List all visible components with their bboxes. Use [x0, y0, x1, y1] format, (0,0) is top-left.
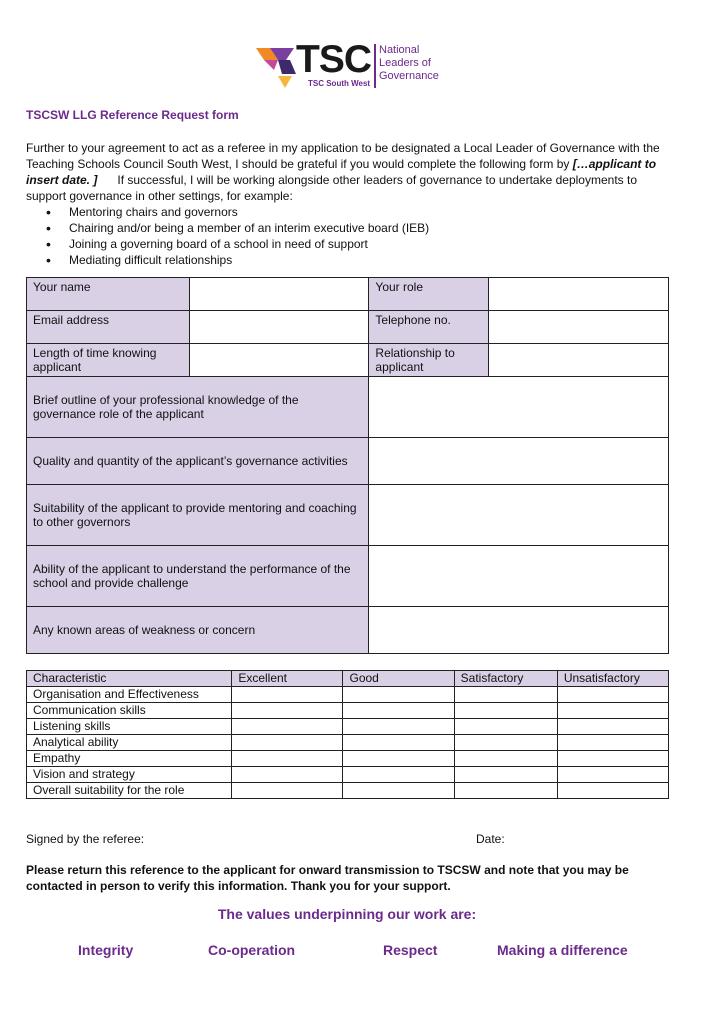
rating-cell[interactable]	[232, 735, 343, 751]
relationship-label: Relationship to applicant	[369, 344, 489, 377]
email-label: Email address	[27, 311, 190, 344]
value-integrity: Integrity	[78, 942, 134, 958]
table-row	[27, 735, 669, 751]
table-row	[27, 687, 669, 703]
value-respect: Respect	[383, 942, 438, 958]
rating-cell[interactable]	[557, 703, 668, 719]
logo-side-line: Leaders of	[379, 57, 431, 69]
table-row	[27, 311, 669, 344]
list-item: • Mediating difficult relationships	[26, 252, 676, 268]
rating-cell[interactable]	[232, 703, 343, 719]
quality-field[interactable]	[369, 438, 669, 485]
rating-cell[interactable]	[454, 751, 557, 767]
weakness-label: Any known areas of weakness or concern	[27, 607, 369, 654]
length-known-label: Length of time knowing applicant	[27, 344, 190, 377]
column-header: Satisfactory	[454, 671, 557, 687]
tsc-logo-mark-icon	[256, 44, 296, 90]
table-row	[27, 377, 669, 438]
intro-section	[26, 140, 676, 268]
rating-cell[interactable]	[343, 735, 454, 751]
rating-cell[interactable]	[557, 735, 668, 751]
rating-cell[interactable]	[454, 767, 557, 783]
characteristic-label: Empathy	[27, 751, 232, 767]
table-header-row	[27, 671, 669, 687]
rating-cell[interactable]	[557, 783, 668, 799]
logo-divider	[374, 44, 376, 88]
rating-cell[interactable]	[343, 719, 454, 735]
values-heading: The values underpinning our work are:	[217, 906, 477, 922]
column-header: Unsatisfactory	[557, 671, 668, 687]
characteristics-table	[26, 670, 669, 799]
rating-cell[interactable]	[343, 767, 454, 783]
outline-field[interactable]	[369, 377, 669, 438]
rating-cell[interactable]	[557, 767, 668, 783]
characteristic-label: Listening skills	[27, 719, 232, 735]
rating-cell[interactable]	[343, 687, 454, 703]
referee-details-table	[26, 277, 669, 654]
email-field[interactable]	[189, 311, 369, 344]
table-row	[27, 703, 669, 719]
length-known-field[interactable]	[189, 344, 369, 377]
characteristic-label: Communication skills	[27, 703, 232, 719]
logo-side-line: Governance	[379, 70, 439, 82]
logo-side-line: National	[379, 44, 420, 56]
tsc-logo	[256, 38, 456, 92]
list-item: • Chairing and/or being a member of an interim executive board (IEB)	[26, 220, 676, 236]
table-row	[27, 438, 669, 485]
table-row	[27, 546, 669, 607]
table-row	[27, 485, 669, 546]
rating-cell[interactable]	[454, 687, 557, 703]
rating-cell[interactable]	[343, 751, 454, 767]
your-name-field[interactable]	[189, 278, 369, 311]
rating-cell[interactable]	[454, 719, 557, 735]
your-name-label: Your name	[27, 278, 190, 311]
value-making-a-difference: Making a difference	[497, 942, 628, 958]
rating-cell[interactable]	[232, 767, 343, 783]
rating-cell[interactable]	[557, 751, 668, 767]
rating-cell[interactable]	[232, 751, 343, 767]
rating-cell[interactable]	[343, 783, 454, 799]
relationship-field[interactable]	[489, 344, 669, 377]
table-row	[27, 783, 669, 799]
column-header: Characteristic	[27, 671, 232, 687]
table-row	[27, 344, 669, 377]
intro-text-start: Further to your agreement to act as a referee in my application to be designated a Local Leader of Governance with the Teaching Schools Council South West, I should be grateful if you would complete the following form by	[26, 141, 660, 171]
date-label: Date:	[476, 832, 505, 846]
suitability-field[interactable]	[369, 485, 669, 546]
list-item: • Joining a governing board of a school in need of support	[26, 236, 676, 252]
rating-cell[interactable]	[557, 719, 668, 735]
rating-cell[interactable]	[343, 703, 454, 719]
deployment-list	[26, 204, 676, 268]
logo-side-text	[379, 44, 439, 83]
return-note: Please return this reference to the applicant for onward transmission to TSCSW and note that you may be contacted in person to verify this information. Thank you for your support.	[26, 863, 629, 893]
characteristic-label: Overall suitability for the role	[27, 783, 232, 799]
outline-label: Brief outline of your professional knowledge of the governance role of the applicant	[27, 377, 369, 438]
telephone-label: Telephone no.	[369, 311, 489, 344]
logo-wordmark: TSC	[296, 38, 371, 81]
characteristic-label: Analytical ability	[27, 735, 232, 751]
your-role-field[interactable]	[489, 278, 669, 311]
column-header: Excellent	[232, 671, 343, 687]
table-row	[27, 719, 669, 735]
table-row	[27, 607, 669, 654]
rating-cell[interactable]	[557, 687, 668, 703]
value-cooperation: Co-operation	[208, 942, 296, 958]
table-row	[27, 767, 669, 783]
form-title: TSCSW LLG Reference Request form	[26, 108, 239, 122]
table-row	[27, 751, 669, 767]
rating-cell[interactable]	[232, 687, 343, 703]
intro-text-end: If successful, I will be working alongside other leaders of governance to undertake deployments to support governance in other settings, for example:	[26, 173, 641, 203]
rating-cell[interactable]	[454, 735, 557, 751]
your-role-label: Your role	[369, 278, 489, 311]
telephone-field[interactable]	[489, 311, 669, 344]
signature-label: Signed by the referee:	[26, 832, 145, 846]
characteristic-label: Organisation and Effectiveness	[27, 687, 232, 703]
logo-subtitle: TSC South West	[308, 79, 371, 88]
suitability-label: Suitability of the applicant to provide mentoring and coaching to other governors	[27, 485, 369, 546]
intro-paragraph	[26, 140, 676, 204]
ability-field[interactable]	[369, 546, 669, 607]
rating-cell[interactable]	[232, 783, 343, 799]
list-item: • Mentoring chairs and governors	[26, 204, 676, 220]
ability-label: Ability of the applicant to understand the performance of the school and provide challenge	[27, 546, 369, 607]
table-row	[27, 278, 669, 311]
column-header: Good	[343, 671, 454, 687]
rating-cell[interactable]	[454, 783, 557, 799]
date-placeholder: […applicant to insert date. ]	[26, 157, 657, 187]
rating-cell[interactable]	[232, 719, 343, 735]
quality-label: Quality and quantity of the applicant’s governance activities	[27, 438, 369, 485]
rating-cell[interactable]	[454, 703, 557, 719]
characteristic-label: Vision and strategy	[27, 767, 232, 783]
weakness-field[interactable]	[369, 607, 669, 654]
